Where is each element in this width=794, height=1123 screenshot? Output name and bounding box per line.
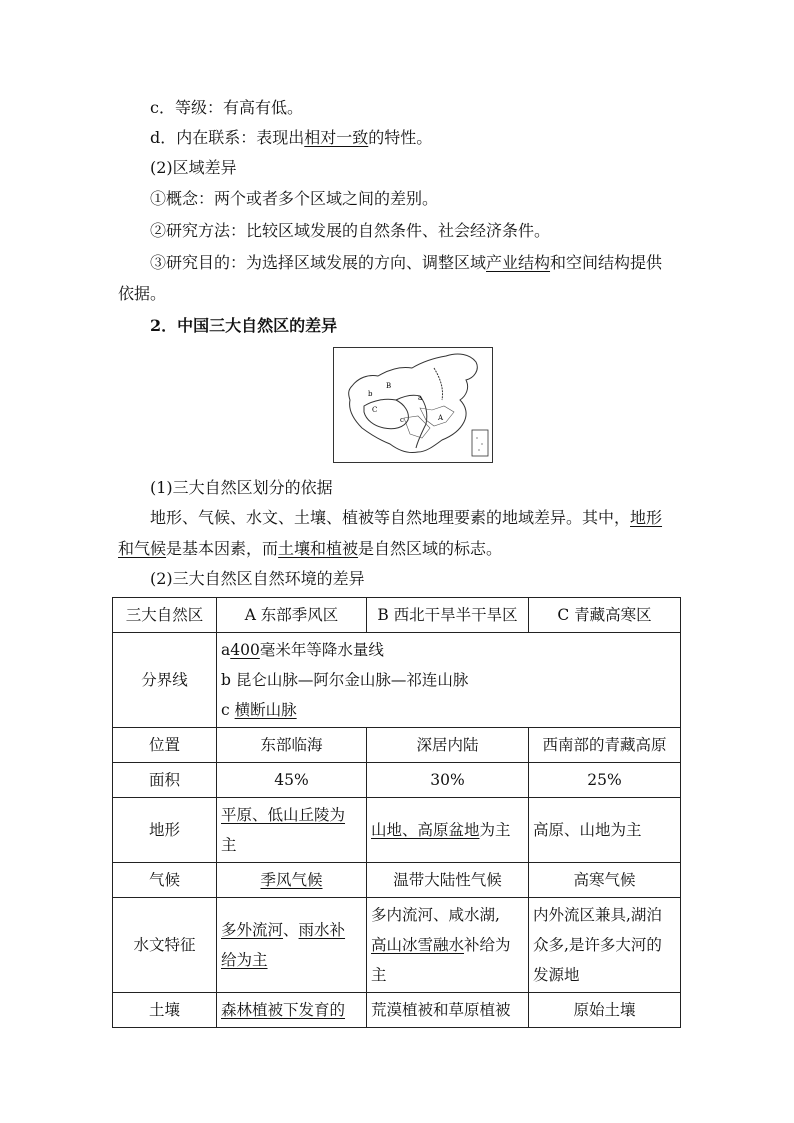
para-basis-line2 <box>118 538 502 560</box>
boundary-a <box>221 635 676 665</box>
map-label-A: A <box>438 414 444 422</box>
boundary-content <box>217 633 681 728</box>
para-purpose-line1 <box>150 252 662 274</box>
china-map-svg <box>334 348 492 462</box>
terrain-A-line2: 主 <box>221 836 237 854</box>
c-grade-prefix: c．等级： <box>150 98 223 117</box>
header-northwest-arid: B 西北干旱半干旱区 <box>367 598 529 633</box>
basis-line1-prefix: 地形、气候、水文、土壤、植被等自然地理要素的地域差异。其中， <box>150 508 631 527</box>
hydrology-A-u1: 多外流河 <box>221 921 284 939</box>
table-row-hydrology <box>113 898 681 993</box>
map-label-b: b <box>368 390 373 398</box>
china-natural-regions-map <box>333 347 493 463</box>
para-purpose-line2: 依据。 <box>118 284 167 303</box>
purpose-prefix: ③研究目的：为选择区域发展的方向、调整区域 <box>150 253 487 272</box>
boundary-c <box>221 695 676 725</box>
soil-label: 土壤 <box>113 993 217 1028</box>
para-basis-line1 <box>150 507 662 529</box>
location-C: 西南部的青藏高原 <box>529 728 681 763</box>
table-row-location <box>113 728 681 763</box>
boundary-a-prefix: a <box>221 641 231 659</box>
env-heading: (2)三大自然区自然环境的差异 <box>150 569 365 588</box>
terrain-B <box>367 798 529 863</box>
basis-line2-underline2: 土壤和植被 <box>278 539 359 558</box>
terrain-B-suffix: 为主 <box>479 821 511 839</box>
boundary-c-underline: 横断山脉 <box>234 701 297 719</box>
purpose-underline: 产业结构 <box>486 253 551 272</box>
section2-heading: 2．中国三大自然区的差异 <box>150 316 338 335</box>
header-qinghai-tibet: C 青藏高寒区 <box>529 598 681 633</box>
area-label: 面积 <box>113 763 217 798</box>
hydrology-A-line1 <box>221 915 362 945</box>
hydrology-B-underline: 高山冰雪融水 <box>371 936 465 954</box>
para-method: ②研究方法：比较区域发展的自然条件、社会经济条件。 <box>150 221 551 240</box>
map-label-B: B <box>386 382 392 390</box>
hydrology-C-line2: 众多,是许多大河的 <box>533 936 662 954</box>
hydrology-A-sep: 、 <box>283 921 299 939</box>
map-label-C: C <box>372 406 378 414</box>
map-label-a: a <box>418 394 423 402</box>
hydrology-B-suffix: 补给为 <box>464 936 511 954</box>
location-A: 东部临海 <box>217 728 367 763</box>
area-B: 30% <box>367 763 529 798</box>
hydrology-A-u2: 雨水补 <box>298 921 346 939</box>
location-B: 深居内陆 <box>367 728 529 763</box>
hydrology-B <box>367 898 529 993</box>
table-row-soil <box>113 993 681 1028</box>
soil-A-text: 森林植被下发育的 <box>221 1001 346 1019</box>
climate-label: 气候 <box>113 863 217 898</box>
table-row-area <box>113 763 681 798</box>
hydrology-C-line1: 内外流区兼具,湖泊 <box>533 906 662 924</box>
hydrology-C <box>529 898 681 993</box>
table-row-boundary <box>113 633 681 728</box>
hydrology-A <box>217 898 367 993</box>
soil-B: 荒漠植被和草原植被 <box>367 993 529 1028</box>
c-grade-text: 有高有低。 <box>222 98 303 117</box>
table-row-terrain <box>113 798 681 863</box>
para-d-relation <box>150 127 432 149</box>
terrain-A <box>217 798 367 863</box>
region-diff-heading: (2)区域差异 <box>150 158 237 177</box>
natural-regions-table <box>112 597 681 1028</box>
area-A: 45% <box>217 763 367 798</box>
header-east-monsoon: A 东部季风区 <box>217 598 367 633</box>
boundary-a-underline: 400 <box>230 641 260 659</box>
para-c-grade <box>150 97 303 119</box>
map-label-c: c <box>400 416 404 424</box>
soil-C: 原始土壤 <box>529 993 681 1028</box>
terrain-A-line1: 平原、低山丘陵为 <box>221 806 346 824</box>
basis-line2-suffix: 是自然区域的标志。 <box>358 539 503 558</box>
climate-C: 高寒气候 <box>529 863 681 898</box>
hydrology-label: 水文特征 <box>113 898 217 993</box>
para-concept: ①概念：两个或者多个区域之间的差别。 <box>150 189 439 208</box>
hydrology-B-line2 <box>371 930 524 960</box>
hydrology-B-line3: 主 <box>371 966 387 984</box>
climate-B: 温带大陆性气候 <box>367 863 529 898</box>
d-relation-prefix: d．内在联系：表现出 <box>150 128 305 147</box>
terrain-C: 高原、山地为主 <box>529 798 681 863</box>
purpose-suffix: 和空间结构提供 <box>550 253 663 272</box>
table-header-row <box>113 598 681 633</box>
boundary-label: 分界线 <box>113 633 217 728</box>
basis-line2-underline1: 和气候 <box>118 539 167 558</box>
location-label: 位置 <box>113 728 217 763</box>
hydrology-B-line1: 多内流河、咸水湖, <box>371 906 500 924</box>
hydrology-C-line3: 发源地 <box>533 966 580 984</box>
terrain-B-underline: 山地、高原盆地 <box>371 821 480 839</box>
basis-heading: (1)三大自然区划分的依据 <box>150 478 333 497</box>
boundary-b: b 昆仑山脉—阿尔金山脉—祁连山脉 <box>221 671 469 689</box>
area-C: 25% <box>529 763 681 798</box>
table-row-climate <box>113 863 681 898</box>
hydrology-A-line2: 给为主 <box>221 951 268 969</box>
boundary-a-suffix: 毫米年等降水量线 <box>259 641 384 659</box>
header-region: 三大自然区 <box>113 598 217 633</box>
d-relation-underline: 相对一致 <box>304 128 369 147</box>
climate-A <box>217 863 367 898</box>
boundary-c-prefix: c <box>221 701 235 719</box>
d-relation-suffix: 的特性。 <box>368 128 433 147</box>
terrain-label: 地形 <box>113 798 217 863</box>
basis-line2-mid: 是基本因素，而 <box>166 539 279 558</box>
soil-A <box>217 993 367 1028</box>
climate-A-text: 季风气候 <box>260 871 323 889</box>
basis-line1-underline: 地形 <box>630 508 663 527</box>
